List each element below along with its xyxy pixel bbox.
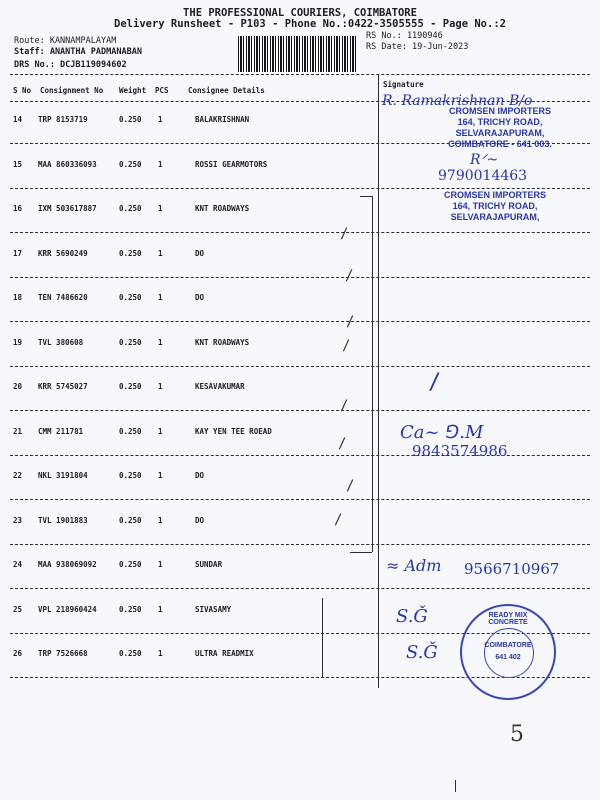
rs-number: RS No.: 1190946: [366, 31, 443, 41]
bracket-top: [360, 196, 372, 197]
seal-city: COIMBATORE: [484, 642, 532, 649]
cell-consignee: DO: [195, 516, 205, 525]
signature-r24: ≈ Adm: [386, 556, 442, 575]
cell-weight: 0.250: [119, 605, 142, 614]
cell-consignment: TVL 380608: [38, 338, 84, 347]
cell-consignee: SUNDAR: [195, 560, 223, 569]
cell-consignment: CMM 211781: [38, 427, 84, 436]
row-divider: [10, 321, 590, 322]
tick-mark: /: [334, 512, 343, 528]
stamp-line: SELVARAJAPURAM,: [450, 212, 540, 222]
cell-sno: 21: [13, 427, 23, 436]
cell-consignment: NKL 3191804: [38, 471, 88, 480]
phone-r15: 9790014463: [438, 168, 528, 184]
stamp-line: COIMBATORE - 641 003.: [448, 139, 552, 149]
row-divider: [10, 188, 590, 189]
stamp-line: 164, TRICHY ROAD,: [452, 201, 538, 211]
cell-sno: 22: [13, 471, 23, 480]
stamp-cromsen-r14: [430, 106, 570, 150]
route-label: Route: KANNAMPALAYAM: [14, 36, 117, 46]
signature-column-divider: [378, 74, 379, 688]
rs-date: RS Date: 19-Jun-2023: [366, 42, 469, 52]
signature-stroke: /: [428, 370, 442, 395]
runsheet-subtitle: Delivery Runsheet - P103 - Phone No.:0422-3505555 - Page No.:2: [114, 18, 506, 30]
stamp-line: CROMSEN IMPORTERS: [443, 190, 546, 200]
stamp-line: 164, TRICHY ROAD,: [457, 117, 543, 127]
row-divider: [10, 277, 590, 278]
cell-sno: 24: [13, 560, 23, 569]
signature-scribble: Rᐟ~: [470, 152, 499, 168]
cell-pcs: 1: [158, 382, 163, 391]
cell-consignee: SIVASAMY: [195, 605, 232, 614]
tick-mark: /: [338, 436, 347, 452]
cell-consignment: MAA 860336093: [38, 160, 97, 169]
cell-weight: 0.250: [119, 516, 142, 525]
cell-consignee: KESAVAKUMAR: [195, 382, 245, 391]
cell-consignee: KAY YEN TEE ROEAD: [195, 427, 272, 436]
col-weight: Weight: [119, 86, 147, 95]
cell-pcs: 1: [158, 605, 163, 614]
row-divider: [10, 410, 590, 411]
cell-weight: 0.250: [119, 160, 142, 169]
stamp-line: SELVARAJAPURAM,: [455, 128, 545, 138]
cell-weight: 0.250: [119, 427, 142, 436]
stamp-line: CROMSEN IMPORTERS: [448, 106, 551, 116]
cell-consignment: TRP 8153719: [38, 115, 88, 124]
cell-weight: 0.250: [119, 249, 142, 258]
cell-weight: 0.250: [119, 293, 142, 302]
signature-r14: R. Ramakrishnan B/o: [382, 93, 533, 109]
cell-pcs: 1: [158, 293, 163, 302]
cell-consignment: MAA 938069092: [38, 560, 97, 569]
cell-consignment: KRR 5690249: [38, 249, 88, 258]
cell-weight: 0.250: [119, 338, 142, 347]
tick-mark: /: [346, 314, 355, 330]
cell-consignment: TRP 7526668: [38, 649, 88, 658]
col-consignment: Consignment No: [40, 86, 104, 95]
tick-mark: /: [346, 478, 355, 494]
drs-number: DRS No.: DCJB119094602: [14, 60, 127, 70]
company-title: THE PROFESSIONAL COURIERS, COIMBATORE: [183, 7, 417, 19]
bracket-line-lower: [322, 598, 323, 678]
cell-pcs: 1: [158, 249, 163, 258]
bottom-tick: [455, 780, 456, 792]
cell-weight: 0.250: [119, 115, 142, 124]
cell-pcs: 1: [158, 204, 163, 213]
row-divider: [10, 588, 590, 589]
bracket-line: [372, 196, 373, 552]
cell-consignee: KNT ROADWAYS: [195, 204, 250, 213]
signature-r21: Ca~ ⅁.M: [400, 422, 484, 443]
stamp-cromsen-r16: [430, 190, 560, 223]
cell-consignee: KNT ROADWAYS: [195, 338, 250, 347]
cell-sno: 16: [13, 204, 23, 213]
cell-sno: 14: [13, 115, 23, 124]
cell-pcs: 1: [158, 160, 163, 169]
cell-weight: 0.250: [119, 382, 142, 391]
header-rule-top: [10, 74, 590, 75]
col-pcs: PCS: [155, 86, 169, 95]
row-divider: [10, 366, 590, 367]
cell-pcs: 1: [158, 471, 163, 480]
row-divider: [10, 544, 590, 545]
bracket-bottom: [350, 552, 372, 553]
cell-weight: 0.250: [119, 204, 142, 213]
col-consignee: Consignee Details: [188, 86, 265, 95]
cell-weight: 0.250: [119, 649, 142, 658]
company-seal: [460, 604, 556, 700]
cell-pcs: 1: [158, 115, 163, 124]
phone-r24: 9566710967: [464, 560, 560, 578]
cell-consignee: DO: [195, 471, 205, 480]
cell-consignment: IXM 503617887: [38, 204, 97, 213]
seal-top-text: READY MIX CONCRETE: [488, 612, 528, 626]
seal-pin: 641 402: [495, 654, 521, 661]
row-divider: [10, 499, 590, 500]
cell-sno: 18: [13, 293, 23, 302]
cell-consignment: VPL 218960424: [38, 605, 97, 614]
cell-pcs: 1: [158, 338, 163, 347]
tick-mark: /: [340, 226, 349, 242]
tick-mark: /: [342, 338, 351, 354]
col-sno: S No: [13, 86, 32, 95]
cell-consignment: TEN 7486620: [38, 293, 88, 302]
cell-pcs: 1: [158, 516, 163, 525]
signature-r26: S.Ǧ: [406, 642, 438, 663]
cell-sno: 15: [13, 160, 23, 169]
col-signature: Signature: [383, 80, 424, 89]
cell-sno: 25: [13, 605, 23, 614]
cell-pcs: 1: [158, 649, 163, 658]
cell-pcs: 1: [158, 560, 163, 569]
cell-consignment: KRR 5745027: [38, 382, 88, 391]
cell-sno: 19: [13, 338, 23, 347]
page-mark: 5: [510, 722, 524, 747]
cell-pcs: 1: [158, 427, 163, 436]
tick-mark: /: [340, 398, 349, 414]
cell-sno: 23: [13, 516, 23, 525]
tick-mark: /: [345, 268, 354, 284]
row-divider: [10, 232, 590, 233]
cell-weight: 0.250: [119, 560, 142, 569]
cell-consignee: ULTRA READMIX: [195, 649, 254, 658]
barcode: [238, 36, 358, 72]
staff-label: Staff: ANANTHA PADMANABAN: [14, 47, 142, 57]
cell-sno: 20: [13, 382, 23, 391]
cell-consignee: BALAKRISHNAN: [195, 115, 250, 124]
signature-r25: S.Ǧ: [396, 606, 428, 627]
cell-consignee: ROSSI GEARMOTORS: [195, 160, 268, 169]
cell-consignee: DO: [195, 293, 205, 302]
cell-consignment: TVL 1901883: [38, 516, 88, 525]
cell-weight: 0.250: [119, 471, 142, 480]
cell-consignee: DO: [195, 249, 205, 258]
seal-inner-ring: [484, 628, 534, 678]
phone-r21: 9843574986: [412, 442, 508, 460]
cell-sno: 26: [13, 649, 23, 658]
cell-sno: 17: [13, 249, 23, 258]
